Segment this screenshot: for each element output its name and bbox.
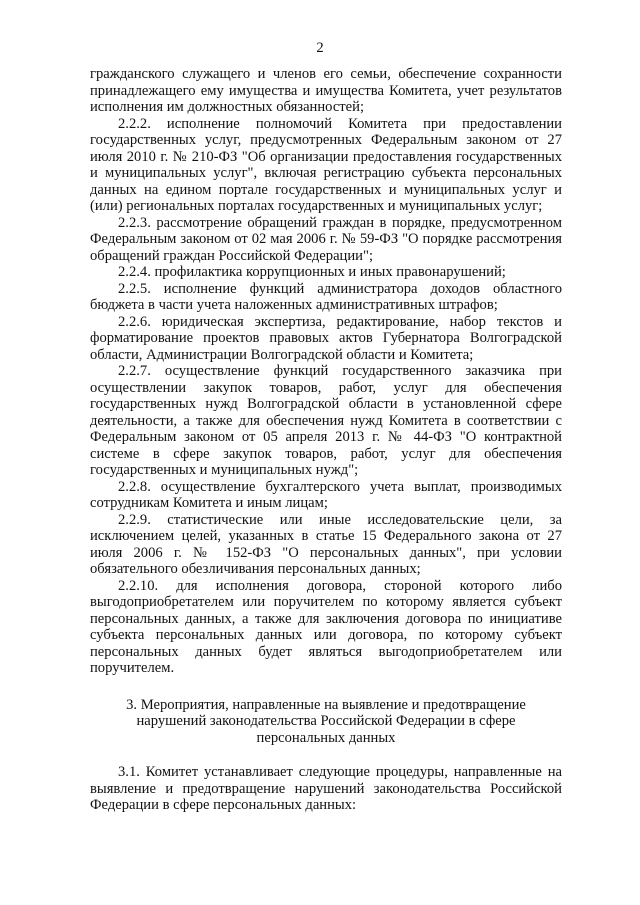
document-body	[90, 66, 562, 814]
paragraph-2-2-8: 2.2.8. осуществление бухгалтерского учета выплат, производимых сотрудникам Комитета и иным лицам;	[90, 478, 562, 511]
paragraph-2-2-9: 2.2.9. статистические или иные исследовательские цели, за исключением целей, указанных в статье 15 Федерального закона от 27 июля 2006 г. № 152-ФЗ "О персональных данных", при условии обязательного обезличивания персональных данных;	[90, 511, 562, 577]
paragraph-2-2-4: 2.2.4. профилактика коррупционных и иных правонарушений;	[118, 264, 506, 280]
section-heading: 3. Мероприятия, направленные на выявление и предотвращение нарушений законодательства Российской Федерации в сфере персональных данных	[126, 696, 526, 746]
paragraph-3-1: 3.1. Комитет устанавливает следующие процедуры, направленные на выявление и предотвращение нарушений законодательства Российской Федерации в сфере персональных данных:	[90, 764, 562, 813]
paragraph-2-2-6: 2.2.6. юридическая экспертиза, редактирование, набор текстов и форматирование проектов правовых актов Губернатора Волгоградской области, Администрации Волгоградской области и Комитета;	[90, 313, 562, 363]
page-number: 2	[316, 40, 324, 56]
paragraph-2-2-7: 2.2.7. осуществление функций государственного заказчика при осуществлении закупок товаров, работ, услуг для обеспечения государственных нужд Волгоградской области в установленной сфере деятельности, а также для обеспечения нужд Комитета в соответствии с Федеральным законом от 05 апреля 2013 г. № 44-ФЗ "О контрактной системе в сфере закупок товаров, работ, услуг для обеспечения государственных и муниципальных нужд";	[90, 363, 562, 478]
paragraph-2-2-2: 2.2.2. исполнение полномочий Комитета при предоставлении государственных услуг, предусмотренных Федеральным законом от 27 июля 2010 г. № 210-ФЗ "Об организации предоставления государственных и муниципальных услуг", включая регистрацию субъекта персональных данных на едином портале государственных и муниципальных услуг и (или) региональных порталах государственных и муниципальных услуг;	[90, 115, 562, 214]
paragraph-2-2-10: 2.2.10. для исполнения договора, стороной которого либо выгодоприобретателем или поручителем по которому является субъект персональных данных, а также для заключения договора по инициативе субъекта персональных данных или договора, по которому субъект персональных данных будет являться выгодоприобретателем или поручителем.	[90, 577, 562, 676]
paragraph-continuation: гражданского служащего и членов его семьи, обеспечение сохранности принадлежащего ему имущества и имущества Комитета, учет результатов исполнения им должностных обязанностей;	[90, 66, 562, 115]
paragraph-2-2-5: 2.2.5. исполнение функций администратора доходов областного бюджета в части учета наложенных административных штрафов;	[90, 280, 562, 313]
paragraph-2-2-3: 2.2.3. рассмотрение обращений граждан в порядке, предусмотренном Федеральным законом от 02 мая 2006 г. № 59-ФЗ "О порядке рассмотрения обращений граждан Российской Федерации";	[90, 214, 562, 264]
